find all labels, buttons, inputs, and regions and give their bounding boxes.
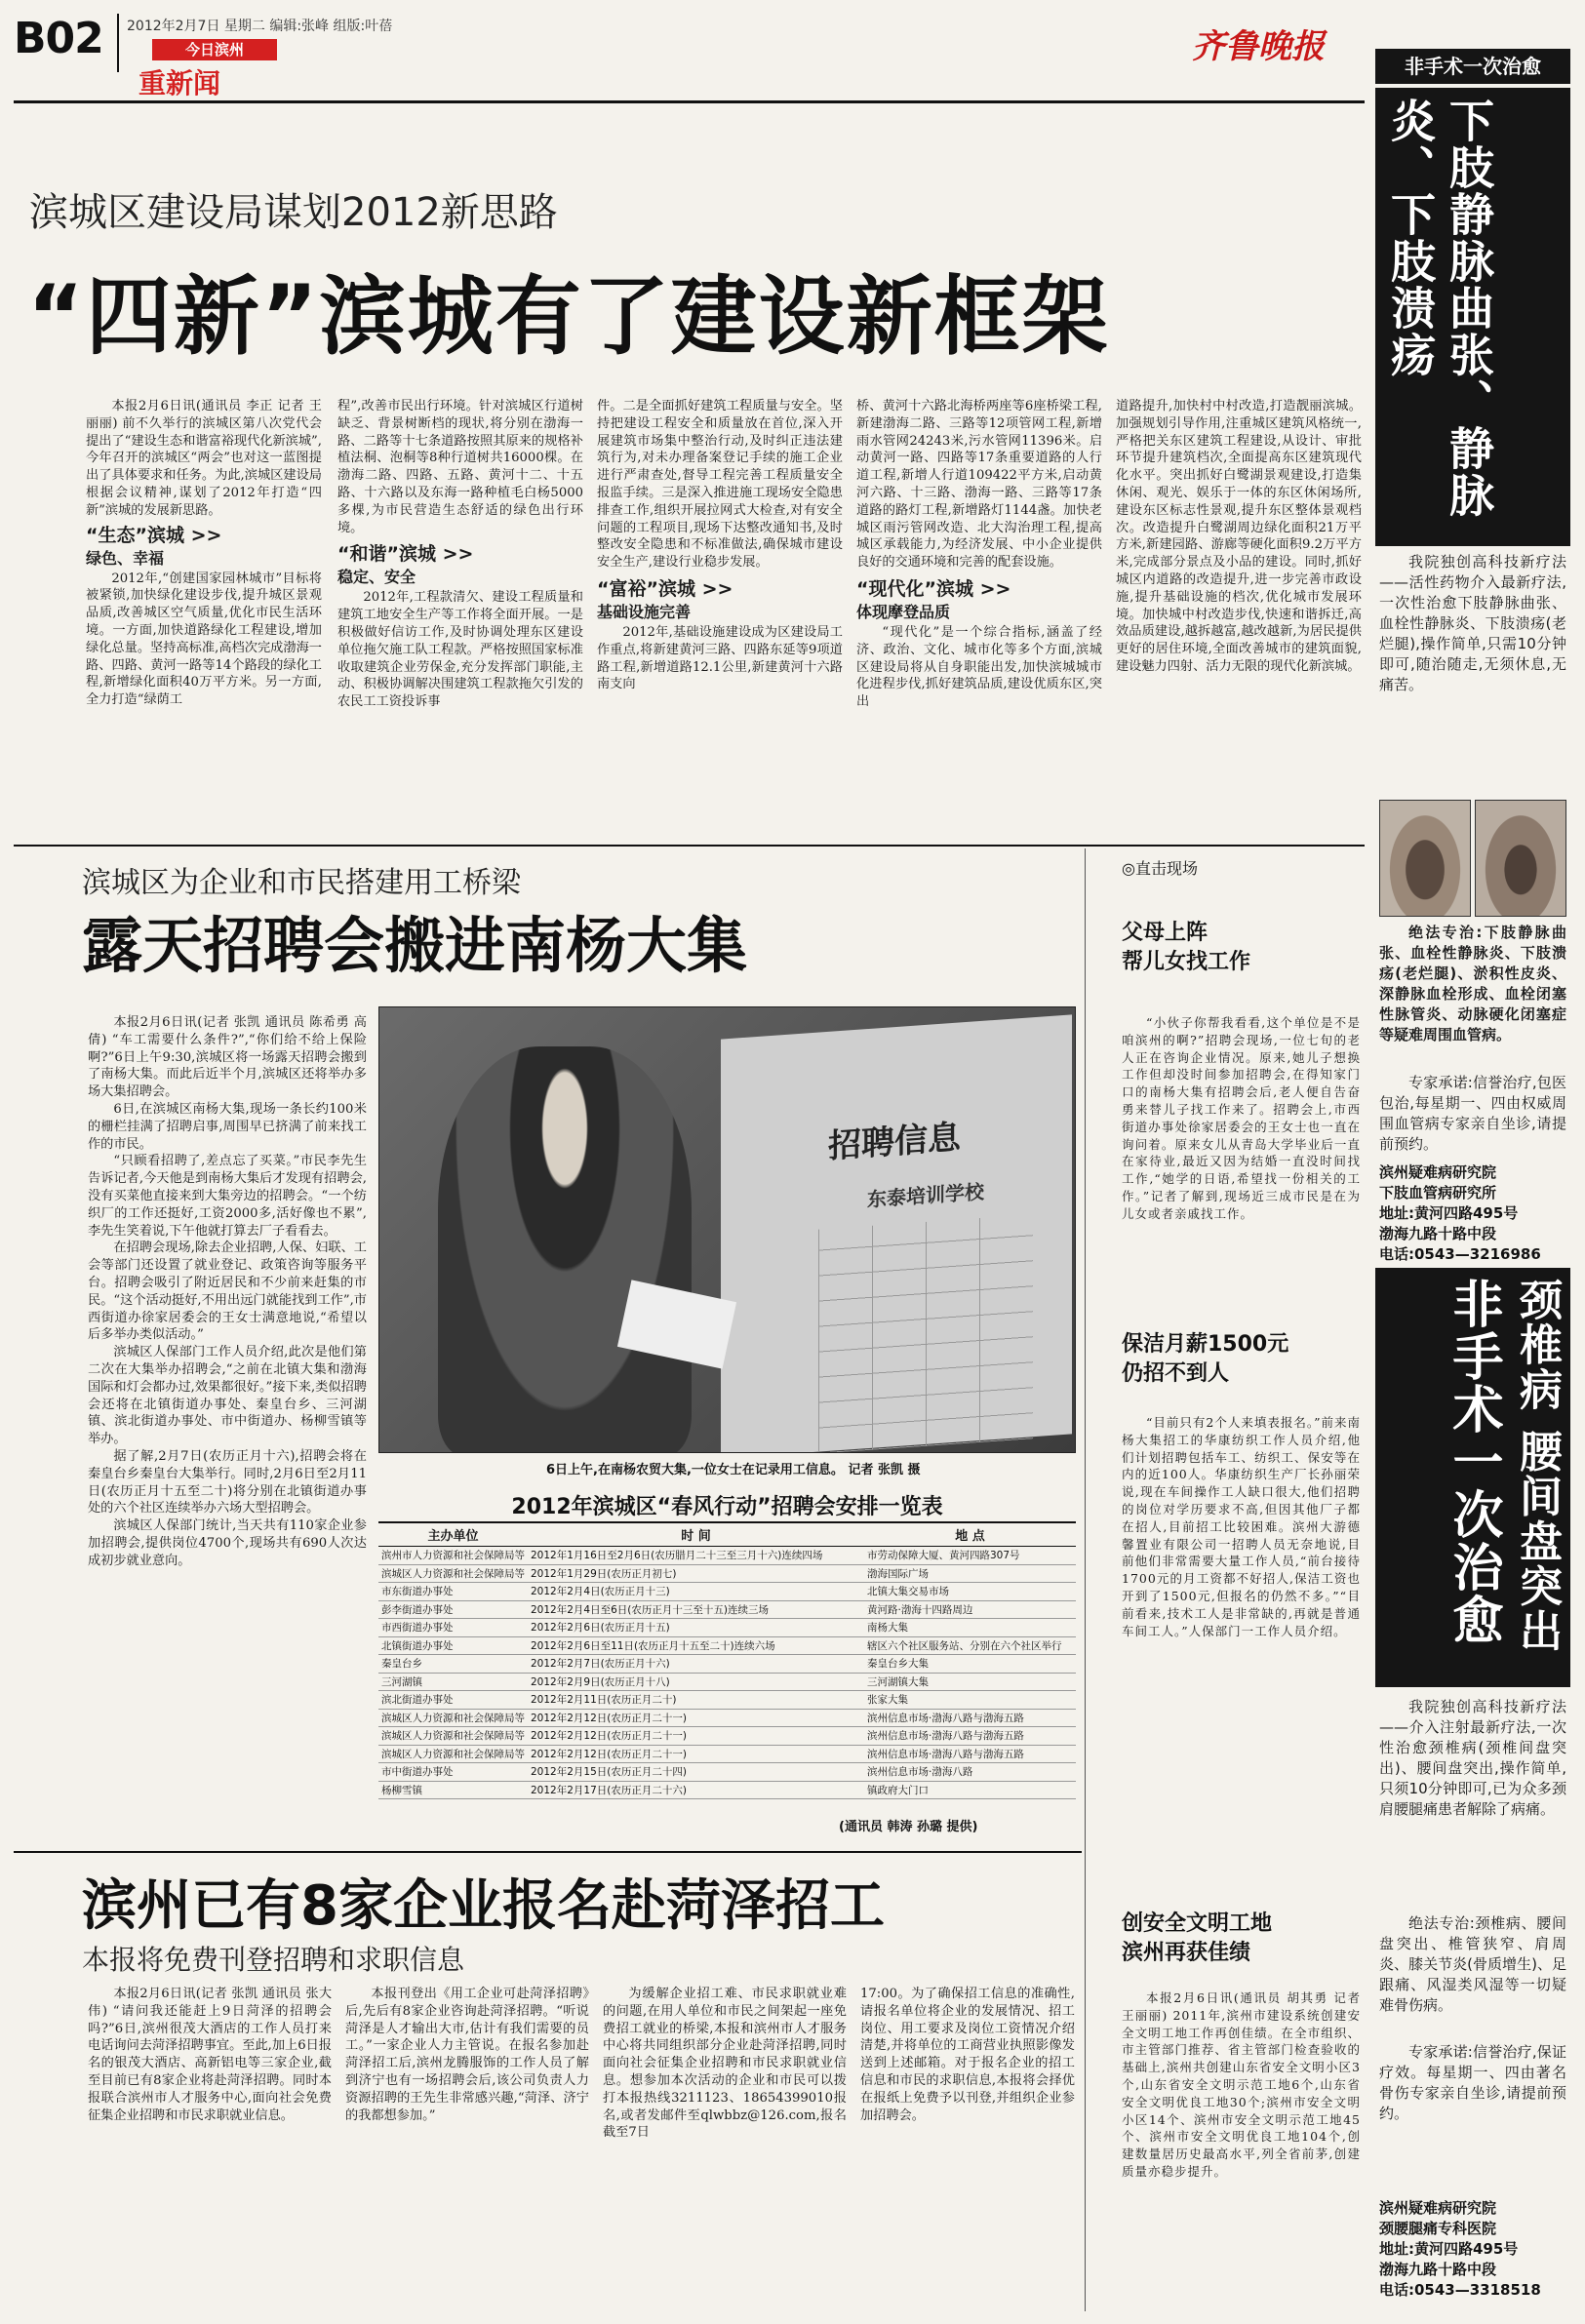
schedule-row	[378, 1600, 1076, 1619]
scene-body-2: “目前只有2个人来填表报名。”前来南杨大集招工的华康纺织工作人员介绍,他们计划招聘包括车工、纺织工、保安等在内的近100人。华康纺织生产厂长孙丽荣说,现在车间操作工人缺口很大,他们招聘的岗位对学历要求不高,但因其他厂子都在招人,目前招工比较困难。滨州大游德馨置业有限公司一招聘人员无奈地说,目前他们非常需要大量工作人员,“前台接待1700元的月工资都不好招人,保洁工资也开到了1500元,但报名的仍然不多。”“目前看来,技术工人是非常缺的,再就是普通车间工人。”人保部门一工作人员介绍。	[1122, 1415, 1361, 1638]
lead-kicker: 滨城区建设局谋划2012新思路	[29, 190, 558, 235]
jobs-body: 本报2月6日讯(记者 张凯 通讯员 陈希勇 高倩) “车工需要什么条件?”,“你们给不给上保险啊?”6日上午9:30,滨城区将一场露天招聘会搬到了南杨大集。而此后近半个月,滨城区还将举办多场大集招聘会。 6日,在滨城区南杨大集,现场一条长约100米的栅栏挂满了招聘启事,周围早已挤满了前来找工作的市民。 “只顾看招聘了,差点忘了买菜。”市民李先生告诉记者,今天他是到南杨大集后才发现有招聘会,没有买菜他直接来到大集旁边的招聘会。“一个纺织厂的工作还挺好,工资2000多,活好像也不累”,李先生笑着说,下午他就打算去厂子看看去。 在招聘会现场,除去企业招聘,人保、妇联、工会等部门还设置了就业登记、政策咨询等服务平台。招聘会吸引了附近居民和不少前来赶集的市民。“这个活动挺好,不用出远门就能找到工作”,市西街道办徐家居委会的王女士满意地说,“希望以后多举办类似活动。” 滨城区人保部门工作人员介绍,此次是他们第二次在大集举办招聘会,“之前在北镇大集和渤海国际和灯会都办过,效果都很好。”接下来,类似招聘会还将在北镇街道办事处、秦皇台乡、三河湖镇、滨北街道办事处、市中街道办、杨柳雪镇等举办。 据了解,2月7日(农历正月十六),招聘会将在秦皇台乡秦皇台大集举行。同时,2月6日至2月11日(农历正月十五至二十)将分别在北镇街道办事处的六个社区连续举办六场大型招聘会。 滨城区人保部门统计,当天共有110家企业参加招聘会,提供岗位4700个,现场共有690人次达成初步就业意向。	[88, 1015, 367, 1568]
lead-headline: “四新”滨城有了建设新框架	[27, 266, 1110, 367]
ad1-title-box	[1375, 88, 1570, 546]
jobs-headline: 露天招聘会搬进南杨大集	[82, 910, 748, 981]
schedule-row	[378, 1691, 1076, 1710]
col-time: 时 间	[528, 1522, 864, 1547]
ad2-promise: 专家承诺:信誉治疗,保证疗效。每星期一、四由著名骨伤专家亲自坐诊,请提前预约。	[1379, 2043, 1566, 2122]
time-cell: 2012年2月6日(农历正月十五)	[528, 1619, 864, 1637]
ad1-title: 下肢静脉曲张、静脉炎、下肢溃疡	[1384, 98, 1495, 519]
schedule-row	[378, 1709, 1076, 1727]
ad1-specialty: 绝法专治:下肢静脉曲张、血栓性静脉炎、下肢溃疡(老烂腿)、淤积性皮炎、深静脉血栓形成、血栓闭塞性脉管炎、动脉硬化闭塞症等疑难周围血管病。	[1379, 924, 1566, 1044]
heze-column-3: 为缓解企业招工难、市民求职就业难的问题,在用人单位和市民之间架起一座免费招工就业的桥梁,本报和滨州市人才服务中心将共同组织部分企业赴菏泽招聘,同时面向社会征集企业招聘和市民求职就业信息。想参加本次活动的企业和市民可以拨打本报热线3211123、18654399010报名,或者发邮件至qlwbbz@126.com,报名截至7日	[603, 1987, 847, 2141]
time-cell: 2012年2月11日(农历正月二十)	[528, 1691, 864, 1710]
host-cell: 滨城区人力资源和社会保障局等	[378, 1745, 528, 1763]
schedule-row	[378, 1727, 1076, 1746]
lead-column-3: 件。二是全面抓好建筑工程质量与安全。坚持把建设工程安全和质量放在首位,深入开展建筑市场集中整治行动,及时纠正违法建筑行为,对未办理备案登记手续的施工企业进行严肃查处,督导工程完善工程质量安全报监手续。三是深入推进施工现场安全隐患排查工作,组织开展拉网式大检查,对有安全问题的工程项目,现场下达整改通知书,及时整改安全隐患和不标准做法,确保城市建设安全生产,建设行业稳步发展。 “富裕”滨城 >> 基础设施完善 2012年,基础设施建设成为区建设局工作重点,将新建黄河三路、四路东延等9项道路工程,新增道路12.1公里,新建黄河十六路南支向	[597, 399, 843, 692]
schedule-row	[378, 1763, 1076, 1782]
schedule-row	[378, 1619, 1076, 1637]
col-place: 地 点	[864, 1522, 1076, 1547]
place-cell: 渤海国际广场	[864, 1564, 1076, 1583]
host-cell: 市东街道办事处	[378, 1583, 528, 1601]
time-cell: 2012年2月6日至11日(农历正月十五至二十)连续六场	[528, 1636, 864, 1655]
time-cell: 2012年2月12日(农历正月二十一)	[528, 1727, 864, 1746]
place-cell: 秦皇台乡大集	[864, 1655, 1076, 1674]
host-cell: 滨城区人力资源和社会保障局等	[378, 1727, 528, 1746]
scene-body-3: 本报2月6日讯(通讯员 胡其勇 记者 王丽丽) 2011年,滨州市建设系统创建安全文明工地工作再创佳绩。在全市组织、市主管部门推荐、省主管部门检查验收的基础上,滨州共创建山东省安全文明小区3个,山东省安全文明示范工地6个,山东省安全文明优良工地30个;滨州市安全文明小区14个、滨州市安全文明示范工地45个、滨州市安全文明优良工地104个,创建数量居历史最高水平,列全省前茅,创建质量亦稳步提升。	[1122, 1990, 1361, 2179]
place-cell: 滨州信息市场·渤海八路与渤海五路	[864, 1745, 1076, 1763]
news-photo	[378, 1006, 1076, 1453]
schedule-row	[378, 1745, 1076, 1763]
schedule-row	[378, 1583, 1076, 1601]
host-cell: 市西街道办事处	[378, 1619, 528, 1637]
ad1-contact: 滨州疑难病研究院 下肢血管病研究所 地址:黄河四路495号 渤海九路十路中段 电话:0543—3216986	[1379, 1163, 1541, 1263]
schedule-table	[378, 1521, 1076, 1799]
host-cell: 滨城区人力资源和社会保障局等	[378, 1564, 528, 1583]
place-cell: 北镇大集交易市场	[864, 1583, 1076, 1601]
ad2-intro: 我院独创高科技新疗法——介入注射最新疗法,一次性治愈颈椎病(颈椎间盘突出)、腰间盘突出,操作简单,只须10分钟即可,已为众多颈肩腰腿痛患者解除了病痛。	[1379, 1698, 1566, 1818]
place-cell: 南杨大集	[864, 1619, 1076, 1637]
page-number: B02	[14, 14, 103, 63]
schedule-row	[378, 1564, 1076, 1583]
place-cell: 黄河路·渤海十四路周边	[864, 1600, 1076, 1619]
scene-title-1: 父母上阵 帮儿女找工作	[1122, 921, 1251, 974]
scene-title-3: 创安全文明工地 滨州再获佳绩	[1122, 1911, 1273, 1965]
schedule-table-title: 2012年滨城区“春风行动”招聘会安排一览表	[511, 1495, 943, 1519]
ad1-photo-before	[1379, 800, 1471, 917]
host-cell: 市中街道办事处	[378, 1763, 528, 1782]
host-cell: 滨城区人力资源和社会保障局等	[378, 1709, 528, 1727]
ad2-specialty: 绝法专治:颈椎病、腰间盘突出、椎管狭窄、肩周炎、膝关节炎(骨质增生)、足跟痛、风湿类风湿等一切疑难骨伤病。	[1379, 1914, 1566, 2014]
lead-column-2: 程”,改善市民出行环境。针对滨城区行道树缺乏、背景树断档的现状,将分别在渤海一路、二路等十七条道路按照其原来的规格补植法桐、泡桐等8种行道树共16000棵。在渤海二路、四路、五路、黄河十二、十五路、十六路以及东海一路种植毛白杨5000多棵,为市民营造生态舒适的绿色出行环境。 “和谐”滨城 >> 稳定、安全 2012年,工程款清欠、建设工程质量和建筑工地安全生产等工作将全面开展。一是积极做好信访工作,及时协调处理东区建设单位拖欠施工队工程款。严格按照国家标准收取建筑企业劳保金,充分发挥部门职能,主动、积极协调解决围建筑工程款拖欠引发的农民工工资投诉事	[337, 399, 583, 710]
schedule-row	[378, 1781, 1076, 1799]
place-cell: 市劳动保障大厦、黄河四路307号	[864, 1547, 1076, 1565]
notice-board: 招聘信息 东泰培训学校	[721, 1014, 1072, 1453]
schedule-row	[378, 1547, 1076, 1565]
lead-column-4: 桥、黄河十六路北海桥两座等6座桥梁工程,新建渤海二路、三路等12项管网工程,新增雨水管网24243米,污水管网11396米。启动黄河一路、四路等17条重要道路的人行道工程,新增人行道109422平方米,启动黄河六路、十三路、渤海一路、三路等17条道路的路灯工程,新增路灯1144盏。加快老城区雨污管网改造、北大沟治理工程,提高城区承载能力,为经济发展、中小企业提供良好的交通环境和完善的配套设施。 “现代化”滨城 >> 体现摩登品质 “现代化”是一个综合指标,涵盖了经济、政治、文化、城市化等多个方面,滨城区建设局将从自身职能出发,加快滨城城市化进程步伐,抓好建筑品质,建设优质东区,突出	[856, 399, 1102, 710]
heze-column-2: 本报刊登出《用工企业可赴菏泽招聘》后,先后有8家企业咨询赴菏泽招聘。“听说菏泽是人才输出大市,估计有我们需要的员工。”一家企业人力主管说。在报名参加赴菏泽招工后,滨州龙腾服饰的工作人员了解到济宁也有一场招聘会后,该公司负责人力资源招聘的王先生非常感兴趣,“菏泽、济宁的我都想参加。”	[345, 1987, 589, 2123]
time-cell: 2012年2月17日(农历正月二十六)	[528, 1781, 864, 1799]
host-cell: 滨北街道办事处	[378, 1691, 528, 1710]
col-host: 主办单位	[378, 1522, 528, 1547]
scene-tag: ◎直击现场	[1122, 859, 1198, 878]
place-cell: 三河湖镇大集	[864, 1673, 1076, 1691]
host-cell: 杨柳雪镇	[378, 1781, 528, 1799]
time-cell: 2012年2月12日(农历正月二十一)	[528, 1745, 864, 1763]
lead-column-1: 本报2月6日讯(通讯员 李正 记者 王丽丽) 前不久举行的滨城区第八次党代会提出了“建设生态和谐富裕现代化新滨城”,今年召开的滨城区“两会”也对这一蓝图提出了具体要求和任务。为此,滨城区建设局根据会议精神,谋划了2012年打造“四新”滨城的发展新思路。 “生态”滨城 >> 绿色、幸福 2012年,“创建国家园林城市”目标将被紧锁,加快绿化建设步伐,提升城区景观品质,改善城区空气质量,优化市民生活环境。一方面,加快道路绿化工程建设,增加绿化总量。坚持高标准,高档次完成渤海一路、四路、黄河一路等14个路段的绿化工程,新增绿化面积40万平方米。另一方面,全力打造“绿荫工	[86, 399, 322, 708]
photo-caption: 6日上午,在南杨农贸大集,一位女士在记录用工信息。 记者 张凯 摄	[546, 1463, 921, 1477]
host-cell: 彭李街道办事处	[378, 1600, 528, 1619]
place-cell: 滨州信息市场·渤海八路与渤海五路	[864, 1709, 1076, 1727]
ad2-contact: 滨州疑难病研究院 颈腰腿痛专科医院 地址:黄河四路495号 渤海九路十路中段 电话:0543—3318518	[1379, 2199, 1541, 2299]
section-badge: 今日滨州	[152, 39, 277, 60]
host-cell: 秦皇台乡	[378, 1655, 528, 1674]
lead-column-5: 道路提升,加快村中村改造,打造靓丽滨城。加强规划引导作用,注重城区建筑风格统一,严格把关东区建筑工程建设,从设计、审批环节提升建筑档次,全面提高东区建筑现代化水平。突出抓好白鹭湖景观建设,打造集休闲、观光、娱乐于一体的东区休闲场所,建设东区标志性景观,提升东区整体景观档次。改造提升白鹭湖周边绿化面积21万平方米,新建园路、游廊等硬化面积9.2万平方米,完成部分景点及小品的建设。同时,抓好城区内道路的改造提升,进一步完善市政设施,提升基础设施的档次,优化城市发展环境。加快城中村改造步伐,快速和谐拆迁,高效品质建设,越拆越富,越改越新,为居民提供更好的居住环境,全面改善城市的建筑面貌,建设魅力四射、活力无限的现代化新滨城。	[1116, 399, 1362, 674]
ad2-title-b: 颈椎病 腰间盘突出	[1512, 1278, 1562, 1654]
woman-figure	[438, 1046, 692, 1453]
scene-body-1: “小伙子你帮我看看,这个单位是不是咱滨州的啊?”招聘会现场,一位七旬的老人正在咨询企业情况。原来,她儿子想换工作但却没时间参加招聘会,在得知家门口的南杨大集有招聘会后,老人便自告奋勇来替儿子找工作来了。招聘会上,市西街道办事处徐家居委会的王女士也一直在询问着。原来女儿从青岛大学毕业后一直在家待业,最近又因为结婚一直没时间找工作,“她学的日语,希望找一份相关的工作。”记者了解到,现场近三成市民是在为儿女或者亲戚找工作。	[1122, 1015, 1361, 1221]
ad1-photo-after	[1475, 800, 1566, 917]
time-cell: 2012年2月12日(农历正月二十一)	[528, 1709, 864, 1727]
place-cell: 张家大集	[864, 1691, 1076, 1710]
host-cell: 三河湖镇	[378, 1673, 528, 1691]
ad1-intro: 我院独创高科技新疗法——活性药物介入最新疗法,一次性治愈下肢静脉曲张、血栓性静脉炎、下肢溃疡(老烂腿),操作简单,只需10分钟即可,随治随走,无须休息,无痛苦。	[1379, 553, 1566, 693]
ad2-title-a: 非手术一次治愈	[1444, 1278, 1502, 1646]
time-cell: 2012年2月4日(农历正月十三)	[528, 1583, 864, 1601]
section-title: 重新闻	[139, 67, 221, 99]
table-credit: (通讯员 韩涛 孙璐 提供)	[839, 1820, 978, 1834]
heze-column-4: 17:00。为了确保招工信息的准确性,请报名单位将企业的发展情况、招工岗位、用工要求及岗位工资情况介绍清楚,并将单位的工商营业执照影像发送到上述邮箱。对于报名企业的招工信息和市民的求职信息,本报将会择优在报纸上免费予以刊登,并组织企业参加招聘会。	[860, 1987, 1075, 2123]
place-cell: 滨州信息市场·渤海八路	[864, 1763, 1076, 1782]
date-line: 2012年2月7日 星期二 编辑:张峰 组版:叶蓓	[127, 19, 393, 34]
schedule-row	[378, 1673, 1076, 1691]
time-cell: 2012年2月4日至6日(农历正月十三至十五)连续三场	[528, 1600, 864, 1619]
jobs-kicker: 滨城区为企业和市民搭建用工桥梁	[82, 866, 521, 900]
time-cell: 2012年2月7日(农历正月十六)	[528, 1655, 864, 1674]
schedule-row	[378, 1636, 1076, 1655]
place-cell: 辖区六个社区服务站、分别在六个社区举行	[864, 1636, 1076, 1655]
ad1-tag: 非手术一次治愈	[1375, 49, 1570, 84]
place-cell: 滨州信息市场·渤海八路与渤海五路	[864, 1727, 1076, 1746]
time-cell: 2012年1月16日至2月6日(农历腊月二十三至三月十六)连续四场	[528, 1547, 864, 1565]
time-cell: 2012年2月15日(农历正月二十四)	[528, 1763, 864, 1782]
schedule-row	[378, 1655, 1076, 1674]
heze-column-1: 本报2月6日讯(记者 张凯 通讯员 张大伟) “请问我还能赶上9日菏泽的招聘会吗?”6日,滨州很茂大酒店的工作人员打来电话询问去菏泽招聘事宜。至此,加上6日报名的银茂大酒店、高新铝电等三家企业,截至目前已有8家企业将赴菏泽招聘。同时本报联合滨州市人才服务中心,面向社会免费征集企业招聘和市民求职就业信息。	[88, 1987, 332, 2123]
time-cell: 2012年1月29日(农历正月初七)	[528, 1564, 864, 1583]
host-cell: 滨州市人力资源和社会保障局等	[378, 1547, 528, 1565]
ad1-promise: 专家承诺:信誉治疗,包医包治,每星期一、四由权威周围血管病专家亲自坐诊,请提前预约。	[1379, 1074, 1566, 1153]
heze-headline: 滨州已有8家企业报名赴菏泽招工	[82, 1874, 885, 1938]
ad2-title-box	[1375, 1268, 1570, 1687]
paper-logo: 齐鲁晚报	[1192, 27, 1325, 66]
place-cell: 镇政府大门口	[864, 1781, 1076, 1799]
scene-title-2: 保洁月薪1500元 仍招不到人	[1122, 1332, 1289, 1386]
heze-subhead: 本报将免费刊登招聘和求职信息	[82, 1944, 465, 1976]
host-cell: 北镇街道办事处	[378, 1636, 528, 1655]
time-cell: 2012年2月9日(农历正月十八)	[528, 1673, 864, 1691]
